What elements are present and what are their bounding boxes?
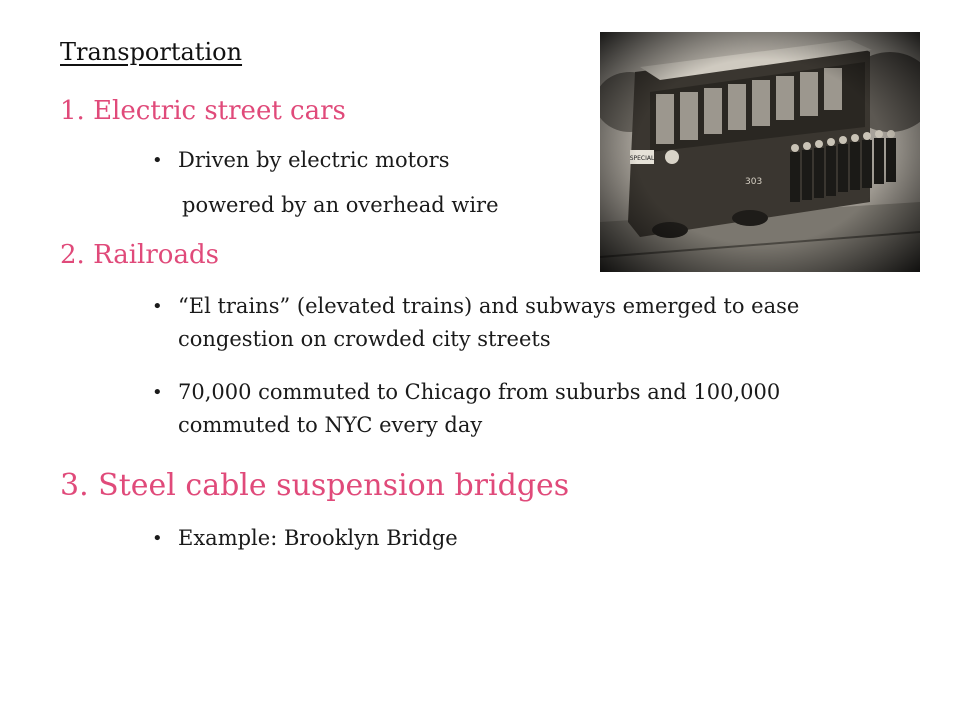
bullet-dot: • xyxy=(152,150,163,171)
bullet-text: “El trains” (elevated trains) and subways emerged to ease congestion on crowded city streets xyxy=(178,294,800,351)
streetcar-photo xyxy=(600,32,920,272)
bullet-continuation-overhead-wire: powered by an overhead wire xyxy=(182,193,499,217)
bullet-text: 70,000 commuted to Chicago from suburbs and 100,000 commuted to NYC every day xyxy=(178,380,781,437)
bullet-dot: • xyxy=(152,528,163,549)
section-heading-streetcars: 1. Electric street cars xyxy=(60,96,346,126)
bullet-electric-motors xyxy=(152,144,572,177)
bullet-commuters xyxy=(152,376,842,442)
bullet-el-trains xyxy=(152,290,872,356)
bullet-text: Example: Brooklyn Bridge xyxy=(178,526,458,550)
section-heading-railroads: 2. Railroads xyxy=(60,240,219,270)
bullet-brooklyn-bridge xyxy=(152,522,752,555)
bullet-dot: • xyxy=(152,296,163,317)
bullet-text: Driven by electric motors xyxy=(178,148,450,172)
bullet-dot: • xyxy=(152,382,163,403)
section-heading-bridges: 3. Steel cable suspension bridges xyxy=(60,468,570,503)
slide-title: Transportation xyxy=(60,38,243,66)
streetcar-photo-drawing xyxy=(600,32,920,272)
